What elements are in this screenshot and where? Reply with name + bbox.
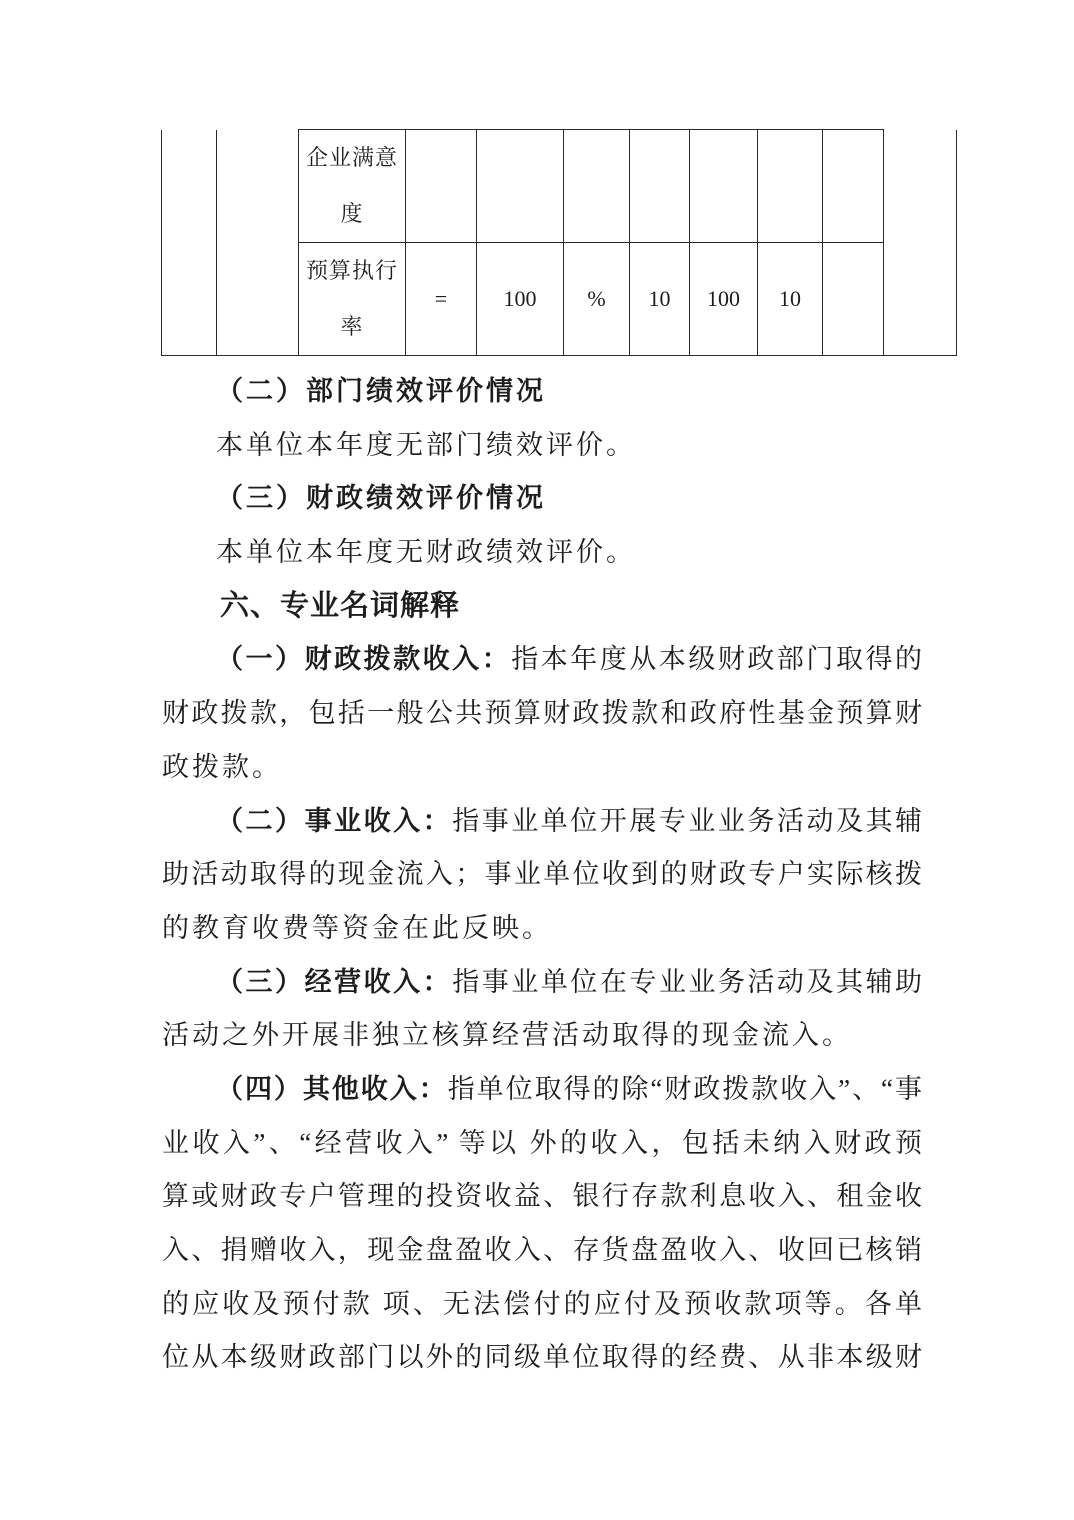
- text-line: [162, 1009, 922, 1063]
- table-cell: [758, 130, 823, 243]
- text-run: 指事业单位开展专业业务活动及其辅: [452, 805, 922, 836]
- text-line: [162, 1331, 922, 1385]
- text-run: 活动之外开展非独立核算经营活动取得的现金流入。: [162, 1020, 852, 1051]
- text-line: [162, 1224, 922, 1278]
- table-cell: [477, 130, 564, 243]
- bold-text-run: （四）其他收入：: [216, 1073, 448, 1104]
- text-line: [162, 1170, 922, 1224]
- text-line: [162, 633, 922, 687]
- text-line: [162, 795, 922, 849]
- bold-text-run: （二）事业收入：: [216, 805, 453, 836]
- text-run: 的教育收费等资金在此反映。: [162, 912, 552, 943]
- text-run: 指本年度从本级财政部门取得的: [511, 644, 922, 675]
- table-cell: [564, 130, 630, 243]
- text-line: [162, 1063, 922, 1117]
- text-run: 本单位本年度无财政绩效评价。: [216, 537, 636, 568]
- table-cell-indicator: 企业满意度: [299, 130, 406, 243]
- text-run: 业收入”、“经营收入” 等以 外的收入，包括未纳入财政预: [162, 1127, 922, 1158]
- text-line: [162, 580, 922, 634]
- text-run: 财政拨款，包括一般公共预算财政拨款和政府性基金预算财: [162, 698, 922, 729]
- bold-text-run: 六、专业名词解释: [220, 589, 461, 622]
- table-cell: [823, 130, 884, 243]
- text-run: 位从本级财政部门以外的同级单位取得的经费、从非本级财: [162, 1342, 922, 1373]
- text-run: 指单位取得的除“财政拨款收入”、“事: [447, 1073, 922, 1104]
- table-row: [162, 130, 957, 243]
- table-cell: [690, 130, 758, 243]
- table-cell: 10: [630, 243, 690, 356]
- text-line: [162, 902, 922, 956]
- bold-text-run: （二）部门绩效评价情况: [216, 376, 546, 406]
- text-run: 算或财政专户管理的投资收益、银行存款利息收入、租金收: [162, 1181, 922, 1212]
- performance-score-table: [161, 129, 957, 356]
- text-line: [162, 956, 922, 1010]
- text-line: [162, 1278, 922, 1332]
- table-cell: =: [406, 243, 477, 356]
- text-run: 助活动取得的现金流入；事业单位收到的财政专户实际核拨: [162, 859, 922, 890]
- table-cell: [630, 130, 690, 243]
- table-cell-merged: [884, 130, 957, 356]
- text-line: [162, 472, 922, 526]
- text-run: 本单位本年度无部门绩效评价。: [216, 429, 636, 460]
- table-cell-indicator: 预算执行率: [299, 243, 406, 356]
- text-line: [162, 419, 922, 473]
- text-run: 政拨款。: [162, 751, 282, 782]
- table-cell: 100: [690, 243, 758, 356]
- bold-text-run: （三）经营收入：: [216, 966, 453, 997]
- text-line: [162, 687, 922, 741]
- table-cell: [823, 243, 884, 356]
- text-line: [162, 365, 922, 419]
- bold-text-run: （三）财政绩效评价情况: [216, 483, 546, 514]
- text-line: [162, 526, 922, 580]
- text-run: 入、捐赠收入，现金盘盈收入、存货盘盈收入、收回已核销: [162, 1235, 922, 1265]
- table-cell: [406, 130, 477, 243]
- bold-text-run: （一）财政拨款收入：: [216, 644, 512, 675]
- text-run: 指事业单位在专业业务活动及其辅助: [452, 966, 922, 997]
- table-cell-merged: [162, 130, 217, 356]
- table-cell: 100: [477, 243, 564, 356]
- text-line: [162, 741, 922, 795]
- text-line: [162, 848, 922, 902]
- body-text: [162, 365, 922, 1385]
- text-run: 的应收及预付款 项、无法偿付的应付及预收款项等。各单: [162, 1288, 922, 1319]
- text-line: [162, 1117, 922, 1171]
- table-cell-merged: [217, 130, 299, 356]
- table-cell: 10: [758, 243, 823, 356]
- table-cell: %: [564, 243, 630, 356]
